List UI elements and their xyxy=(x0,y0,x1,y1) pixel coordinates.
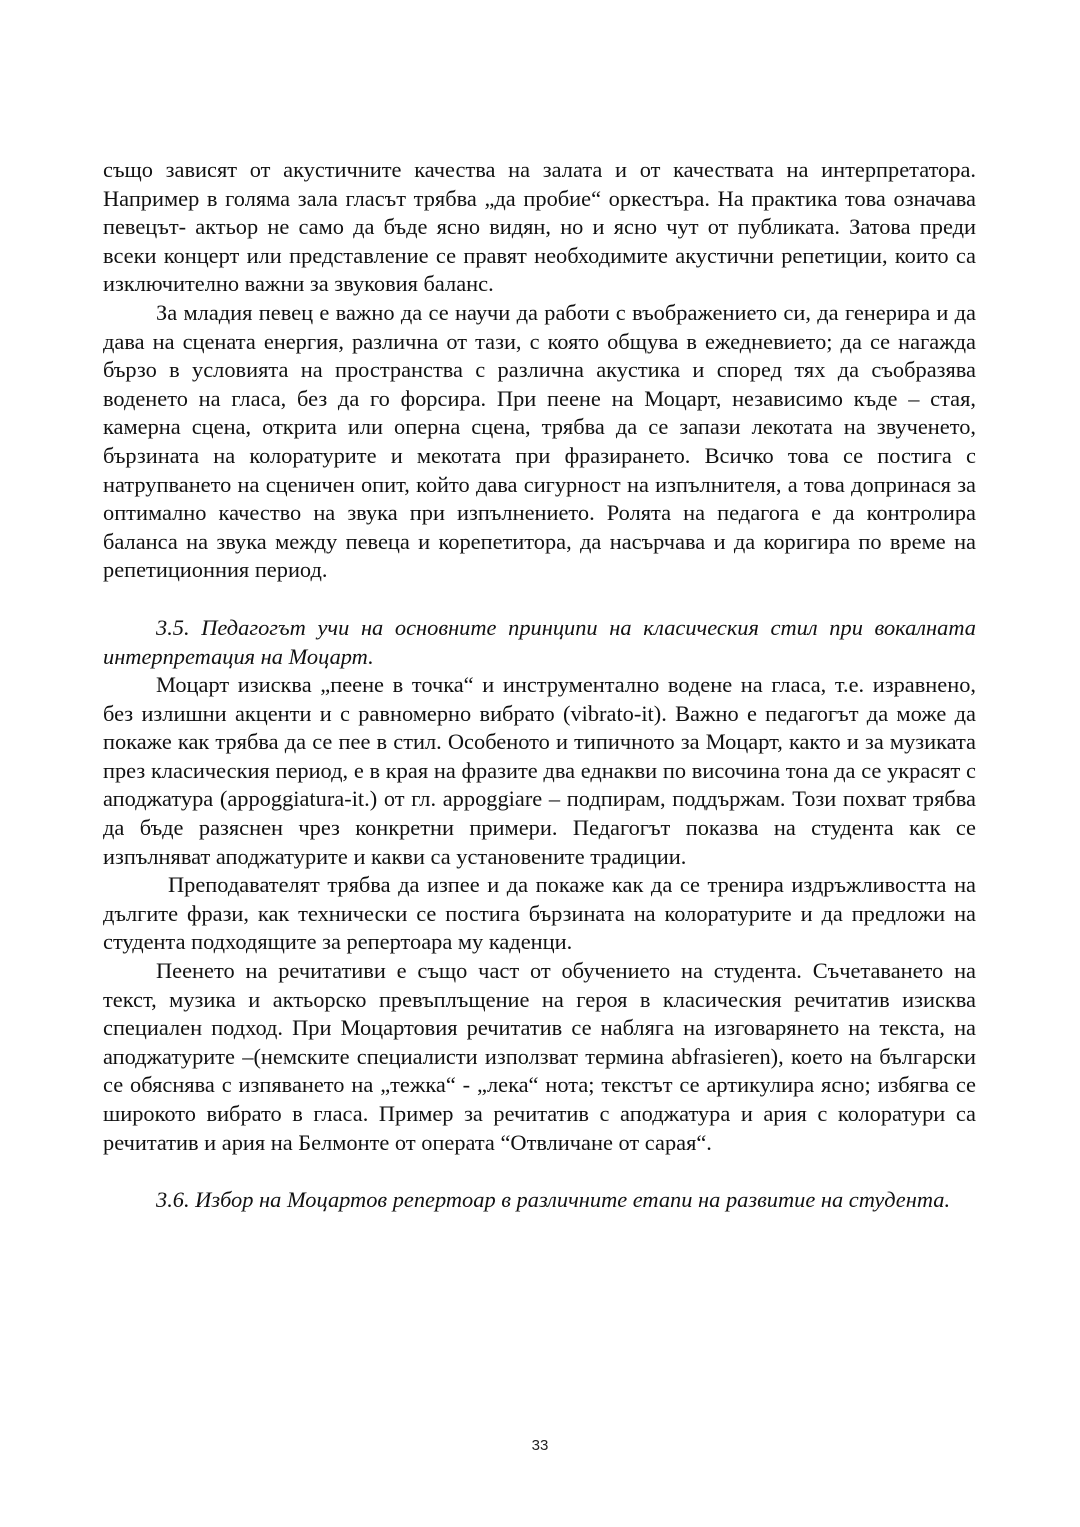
paragraph-teacher-demonstration: Преподавателят трябва да изпее и да покаже как да се тренира издръжливостта на дългите фрази, как технически се постига бързината на колоратурите и да предложи на студента подходящите за репертоара му каденци. xyxy=(103,872,976,955)
paragraph-recitatives: Пеенето на речитативи е също част от обучението на студента. Съчетаването на текст, музика и актьорско превъплъщение на героя в класическия речитатив изисква специален подход. При Моцартовия речитатив се набляга на изговарянето на текста, на аподжатурите –(немските специалисти използват термина abfrasieren), което на български се обяснява с изпяването на „тежка“ - „лека“ нота; текстът се артикулира ясно; избягва се широкото вибрато в гласа. Пример за речитатив с аподжатура и ария с колоратури са речитатив и ария на Белмонте от операта “Отвличане от сарая“. xyxy=(103,958,976,1155)
page-body xyxy=(103,156,976,1215)
section-spacer xyxy=(103,1157,976,1186)
paragraph-classical-style: Моцарт изисква „пеене в точка“ и инструментално водене на гласа, т.е. изравнено, без излишни акценти и с равномерно вибрато (vibrato-it). Важно е педагогът да може да покаже как трябва да се пее в стил. Особеното и типичното за Моцарт, както и за музиката през класическия период, е в края на фразите два еднакви по височина тона да се украсят с аподжатура (appoggiatura-it.) от гл. appoggiare – подпирам, поддържам. Този похват трябва да бъде разяснен чрез конкретни примери. Педагогът показва на студента как се изпълняват аподжатурите и какви са установените традиции. xyxy=(103,672,976,869)
section-spacer xyxy=(103,585,976,614)
section-heading-3-5: 3.5. Педагогът учи на основните принципи на класическия стил при вокалната интерпретация на Моцарт. xyxy=(103,614,976,669)
page-number: 33 xyxy=(531,1437,549,1454)
paragraph-acoustics: също зависят от акустичните качества на залата и от качествата на интерпретатора. Например в голяма зала гласът трябва „да пробие“ оркестъра. На практика това означава певецът- актьор не само да бъде ясно видян, но и ясно чут от публиката. Затова преди всеки концерт или представление се правят необходимите акустични репетиции, които са изключително важни за звуковия баланс. xyxy=(103,157,976,297)
section-heading-3-6: 3.6. Избор на Моцартов репертоар в различните етапи на развитие на студента. xyxy=(156,1187,951,1213)
paragraph-young-singer: За младия певец е важно да се научи да работи с въображението си, да генерира и да дава на сцената енергия, различна от тази, с която общува в ежедневието; да се нагажда бързо в условията на пространства с различна акустика и според тях да съобразява воденето на гласа, без да го форсира. При пеене на Моцарт, независимо къде – стая, камерна сцена, открита или оперна сцена, трябва да се запази лекотата на звученето, бързината на колоратурите и мекотата при фразирането. Всичко това се постига с натрупването на сценичен опит, който дава сигурност на изпълнителя, а това допринася за оптимално качество на звука при изпълнението. Ролята на педагога е да контролира баланса на звука между певеца и корепетитора, да насърчава и да коригира по време на репетиционния период. xyxy=(103,299,976,583)
